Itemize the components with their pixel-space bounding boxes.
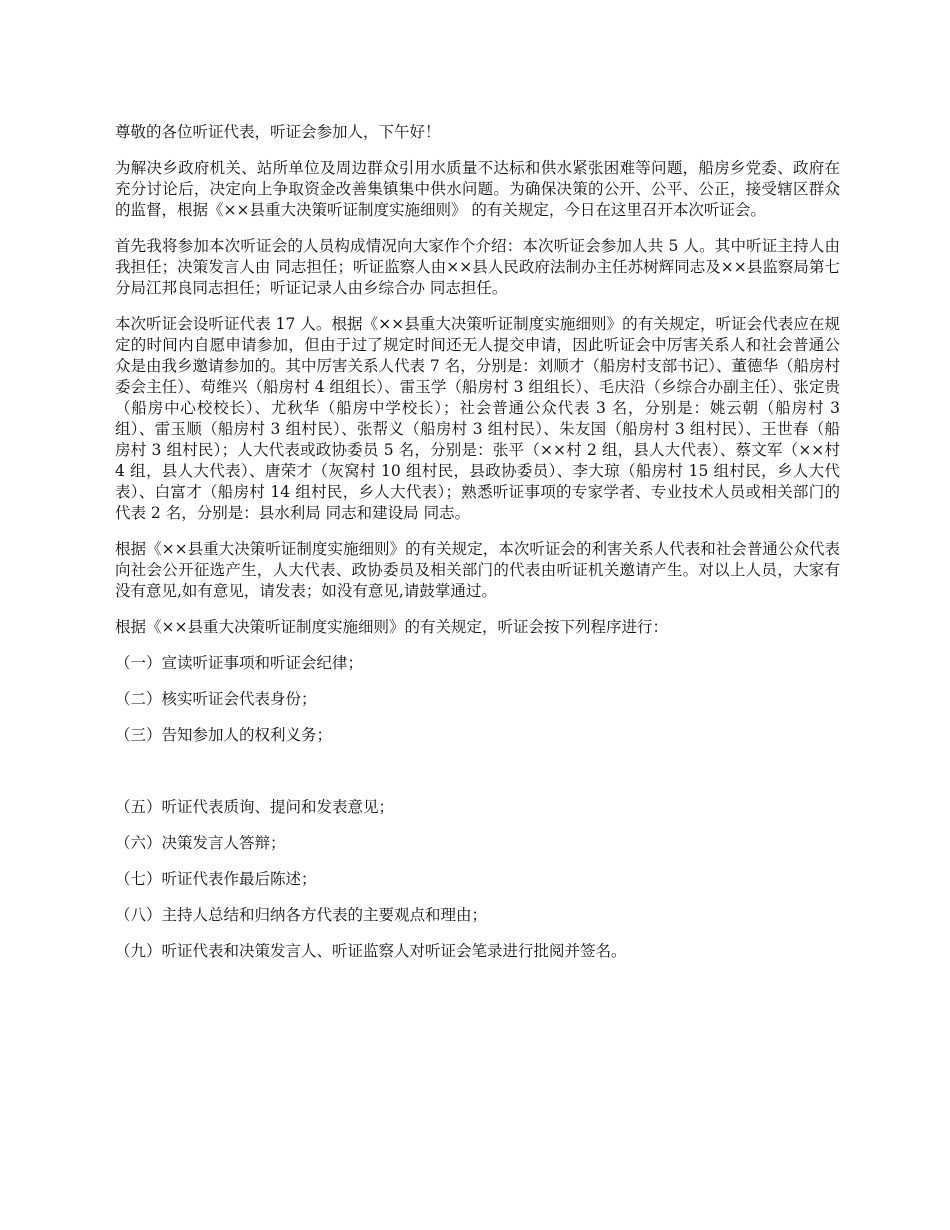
- document-page: [115, 122, 840, 977]
- procedure-item: （七）听证代表作最后陈述；: [115, 870, 317, 888]
- procedure-item: （五）听证代表质询、提问和发表意见；: [115, 798, 395, 816]
- procedure-item: （一）宣读听证事项和听证会纪律；: [115, 654, 364, 672]
- paragraph-background: 为解决乡政府机关、站所单位及周边群众引用水质量不达标和供水紧张困难等问题，船房乡党委、政府在充分讨论后，决定向上争取资金改善集镇集中供水问题。为确保决策的公开、公平、公正，接受辖区群众的监督，根据《××县重大决策听证制度实施细则》 的有关规定，今日在这里召开本次听证会。: [115, 159, 840, 219]
- procedure-item: （二）核实听证会代表身份；: [115, 690, 317, 708]
- procedure-item: （三）告知参加人的权利义务；: [115, 726, 333, 744]
- procedure-item: （六）决策发言人答辩；: [115, 834, 286, 852]
- procedure-item: （九）听证代表和决策发言人、听证监察人对听证会笔录进行批阅并签名。: [115, 942, 627, 960]
- paragraph-representatives: 本次听证会设听证代表 17 人。根据《××县重大决策听证制度实施细则》的有关规定，听证会代表应在规定的时间内自愿申请参加，但由于过了规定时间还无人提交申请，因此听证会中厉害关系人和社会普通公众是由我乡邀请参加的。其中厉害关系人代表 7 名，分别是：刘顺才（船房村支部书记）、董德华（船房村委会主任）、苟维兴（船房村 4 组组长）、雷玉学（船房村 3 组组长）、毛庆沿（乡综合办副主任）、张定贵（船房中心校校长）、尤秋华（船房中学校长）；社会普通公众代表 3 名，分别是：姚云朝（船房村 3 组）、雷玉顺（船房村 3 组村民）、张帮义（船房村 3 组村民）、朱友国（船房村 3 组村民）、王世春（船房村 3 组村民）；人大代表或政协委员 5 名，分别是：张平（××村 2 组，县人大代表）、蔡文军（××村 4 组，县人大代表）、唐荣才（灰窝村 10 组村民，县政协委员）、李大琼（船房村 15 组村民，乡人大代表）、白富才（船房村 14 组村民，乡人大代表）；熟悉听证事项的专家学者、专业技术人员或相关部门的代表 2 名，分别是：县水利局 同志和建设局 同志。: [115, 315, 840, 522]
- greeting: 尊敬的各位听证代表，听证会参加人，下午好！: [115, 123, 441, 141]
- blank-gap: [115, 761, 840, 797]
- paragraph-selection: 根据《××县重大决策听证制度实施细则》的有关规定，本次听证会的利害关系人代表和社会普通公众代表向社会公开征选产生，人大代表、政协委员及相关部门的代表由听证机关邀请产生。对以上人员，大家有没有意见,如有意见，请发表；如没有意见,请鼓掌通过。: [115, 540, 840, 600]
- procedure-item: （八）主持人总结和归纳各方代表的主要观点和理由；: [115, 906, 488, 924]
- procedure-list-part-1: [115, 653, 840, 746]
- procedure-list-part-2: [115, 797, 840, 962]
- paragraph-procedure-intro: 根据《××县重大决策听证制度实施细则》的有关规定，听证会按下列程序进行：: [115, 618, 668, 636]
- paragraph-participants: 首先我将参加本次听证会的人员构成情况向大家作个介绍：本次听证会参加人共 5 人。其中听证主持人由我担任；决策发言人由 同志担任；听证监察人由××县人民政府法制办主任苏树辉同志及××县监察局第七分局江邦良同志担任；听证记录人由乡综合办 同志担任。: [115, 237, 840, 297]
